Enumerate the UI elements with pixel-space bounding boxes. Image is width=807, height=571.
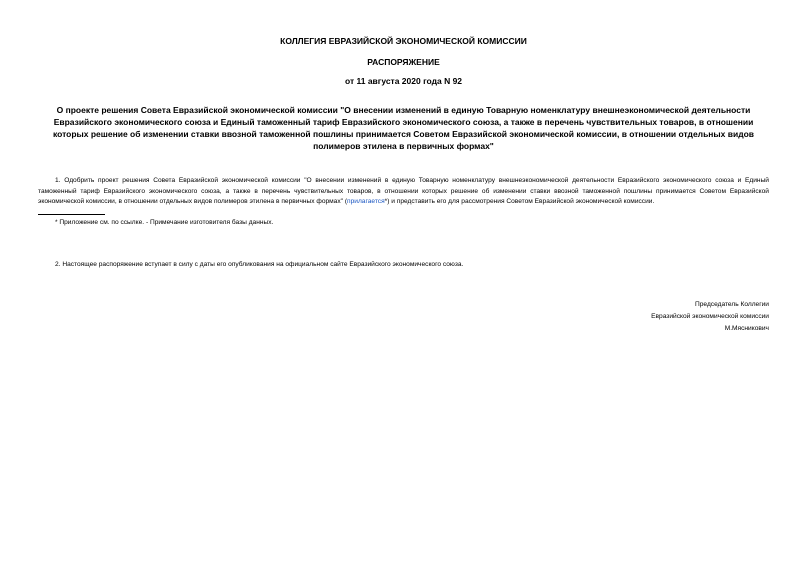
signer-position-line-1: Председатель Коллегии	[695, 301, 769, 308]
document-date-number: от 11 августа 2020 года N 92	[344, 76, 463, 86]
document-subject-title: О проекте решения Совета Евразийской экономической комиссии "О внесении изменений в единую Товарную номенклатуру внешнеэкономической деятельности Евразийского экономического союза и Единый таможенный тариф Евразийского экономического союза, а также в перечень чувствительных товаров, в отношении которых решение об изменении ставки ввозной таможенной пошлины принимается Советом Евразийской экономической комиссии, в отношении отдельных видов полимеров этилена в первичных формах"	[52, 105, 755, 151]
document-type: РАСПОРЯЖЕНИЕ	[367, 57, 440, 67]
paragraph-1-text-after: *) и представить его для рассмотрения Советом Евразийской экономической комиссии.	[384, 198, 655, 205]
attachment-link[interactable]: прилагается	[347, 198, 385, 205]
footnote-divider	[38, 214, 105, 215]
paragraph-2: 2. Настоящее распоряжение вступает в силу с даты его опубликования на официальном сайте Евразийского экономического союза.	[55, 261, 464, 268]
paragraph-1-text-before: 1. Одобрить проект решения Совета Евразийской экономической комиссии "О внесении изменений в единую Товарную номенклатуру внешнеэкономической деятельности Евразийского экономического союза и Единый таможенный тариф Евразийского экономического союза, а также в перечень чувствительных товаров, в отношении которых решение об изменении ставки ввозной таможенной пошлины принимается Советом Евразийской экономической комиссии, в отношении отдельных видов полимеров этилена в первичных формах" (	[38, 177, 769, 205]
signer-name: М.Мясникович	[724, 325, 769, 332]
paragraph-1	[38, 176, 769, 208]
signer-position-line-2: Евразийской экономической комиссии	[651, 313, 769, 320]
signature-block	[651, 299, 769, 335]
footnote-text: * Приложение см. по ссылке. - Примечание изготовителя базы данных.	[55, 219, 274, 226]
issuing-organization: КОЛЛЕГИЯ ЕВРАЗИЙСКОЙ ЭКОНОМИЧЕСКОЙ КОМИССИИ	[280, 36, 527, 46]
